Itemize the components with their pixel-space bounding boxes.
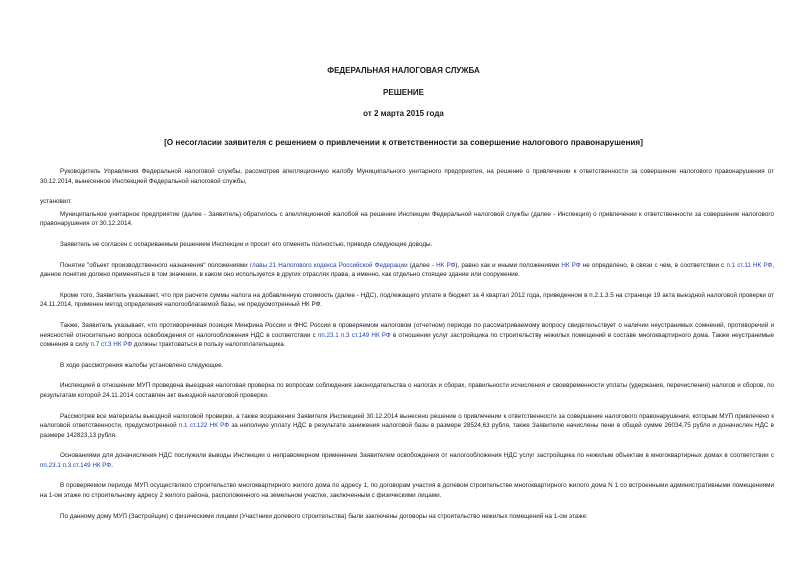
text: за неполную уплату НДС в результате занижения налоговой базы в размере 28524,63 рубля, также Заявителю начислены пени в общей сумме 26034,75 рубля и доначислен НДС в размере 142823,13 рубля. xyxy=(40,422,774,439)
text: должны трактоваться в пользу налогоплательщика. xyxy=(132,341,286,349)
paragraph-8: Инспекцией в отношении МУП проведена выездная налоговая проверка по вопросам соблюдения законодательства о налогах и сборах, правильности исчисления и своевременности уплаты (удержания, перечисления) налогов и сборов, по результатам которой 24.11.2014 составлен акт выездной налоговой проверки. xyxy=(40,382,774,399)
text: , данное понятие должно применяться в том значении, в каком оно используется в других отраслях права, а именно, как отдельно стоящее здание или сооружение. xyxy=(40,261,775,279)
link-nk-rf[interactable]: НК РФ xyxy=(436,261,456,269)
document-body xyxy=(40,167,774,532)
link-art-149[interactable]: пп.23.1 п.3 ст.149 НК РФ xyxy=(40,461,112,469)
text: Рассмотрев все материалы выездной налоговой проверки, а также возражения Заявителя Инспекцией 30.12.2014 вынесено решение о привлечении к ответственности за совершение налогового правонарушения, которым МУП привлечено к налоговой ответственности, предусмотренной xyxy=(40,412,774,430)
established-label: установил: xyxy=(40,198,72,206)
paragraph-6 xyxy=(40,321,774,350)
text: (далее - xyxy=(407,261,437,269)
text: . xyxy=(111,461,113,469)
text: Также, Заявитель указывает, что противоречивая позиция Минфина России и ФНС России в проверяемом налоговом (отчетном) периоде по рассматриваемому вопросу свидетельствует о наличии неустранимых сомнений, противоречий и неясностей относительно вопроса освобождения от налогообложения НДС в соответствии с xyxy=(40,321,774,339)
text: ), равно как и иными положениями xyxy=(455,261,562,269)
paragraph-12: По данному дому МУП (Застройщик) с физическими лицами (Участники долевого строительства) были заключены договоры на строительство нежилых помещений на 1-ом этаже: xyxy=(60,512,588,520)
link-art-11[interactable]: п.1 ст.11 НК РФ xyxy=(726,261,773,269)
paragraph-7: В ходе рассмотрения жалобы установлено следующее. xyxy=(60,361,224,369)
link-nk-rf[interactable]: НК РФ xyxy=(561,261,581,269)
link-chapter-21-tax-code[interactable]: главы 21 Налогового кодекса Российской Федерации xyxy=(249,261,408,269)
text: Понятие "объект производственного назначения" положениями xyxy=(60,261,250,269)
text: в отношении услуг застройщика по строительству нежилых помещений в составе многоквартирного дома. Также неустранимые сомнения в силу xyxy=(40,331,774,349)
paragraph-10 xyxy=(40,451,774,470)
org-title: ФЕДЕРАЛЬНАЯ НАЛОГОВАЯ СЛУЖБА xyxy=(327,66,480,75)
doc-date: от 2 марта 2015 года xyxy=(363,109,444,118)
doc-type: РЕШЕНИЕ xyxy=(383,88,424,97)
paragraph-4 xyxy=(40,261,774,280)
doc-subject: [О несогласии заявителя с решением о привлечении к ответственности за совершение налогового правонарушения] xyxy=(164,138,643,147)
paragraph-5: Кроме того, Заявитель указывает, что при расчете суммы налога на добавленную стоимость (далее - НДС), подлежащего уплате в бюджет за 4 квартал 2012 года, приведенном в п.2.1.3.5 на странице 19 акта выездной налоговой проверки от 24.11.2014, применен метод определения налогооблагаемой базы, не предусмотренный НК РФ. xyxy=(40,291,774,309)
paragraph-9 xyxy=(40,412,774,441)
paragraph-1: Руководитель Управления Федеральной налоговой службы, рассмотрев апелляционную жалобу Муниципального унитарного предприятия, на решение о привлечении к ответственности за совершение налогового правонарушения от 30.12.2014, вынесенное Инспекцией Федеральной налоговой службы, xyxy=(40,168,774,185)
paragraph-3: Заявитель не согласен с оспариваемым решением Инспекции и просит его отменить полностью, приводя следующие доводы. xyxy=(60,240,433,248)
link-art-3[interactable]: п.7 ст.3 НК РФ xyxy=(90,341,133,349)
link-art-149[interactable]: пп.23.1 п.3 ст.149 НК РФ xyxy=(317,331,391,339)
text: Основаниями для доначисления НДС послужили выводы Инспекции о неправомерном применении Заявителем освобождения от налогообложения НДС услуг застройщика по нежилым объектам в многоквартирных домах в соответствии с xyxy=(60,452,774,460)
text: не определено, в связи с чем, в соответствии с xyxy=(580,261,727,269)
paragraph-2: Муниципальное унитарное предприятие (далее - Заявитель) обратилось с апелляционной жалобой на решение Инспекции Федеральной налоговой службы (далее - Инспекция) о привлечении к ответственности за совершение налогового правонарушения от 30.12.2014. xyxy=(40,210,774,228)
link-art-122[interactable]: п.1 ст.122 НК РФ xyxy=(178,422,230,430)
paragraph-11: В проверяемом периоде МУП осуществляло строительство многоквартирного жилого дома по адресу 1, по договорам участия в долевом строительстве многоквартирного жилого дома N 1 со встроенными административными помещениями на 1-ом этаже по строительному адресу 2 жилого района, расположенного на земельном участке, заключенным с физическими лицами. xyxy=(40,482,774,500)
